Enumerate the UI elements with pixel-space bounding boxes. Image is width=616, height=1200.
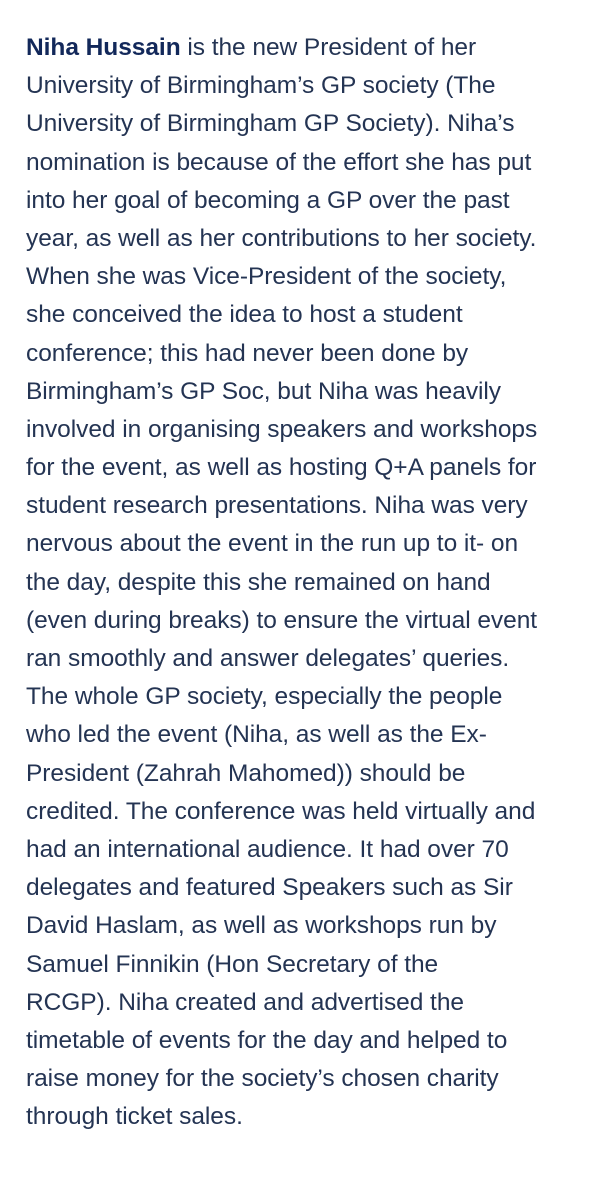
- article-line: When she was Vice-President of the society,: [26, 263, 507, 291]
- article-line: had an international audience. It had over 70: [26, 835, 509, 863]
- article-line: year, as well as her contributions to her society.: [26, 224, 537, 252]
- article-line: President (Zahrah Mahomed)) should be: [26, 759, 466, 787]
- article-line: conference; this had never been done by: [26, 339, 469, 367]
- article-line: (even during breaks) to ensure the virtual event: [26, 606, 538, 634]
- article-line: involved in organising speakers and workshops: [26, 415, 538, 443]
- article-line: University of Birmingham GP Society). Niha’s: [26, 110, 515, 138]
- article-line: through ticket sales.: [26, 1103, 243, 1131]
- article-line: into her goal of becoming a GP over the past: [26, 186, 510, 214]
- article-line: timetable of events for the day and helped to: [26, 1026, 508, 1054]
- article-line: nomination is because of the effort she has put: [26, 148, 532, 176]
- article-line: [0, 29, 616, 67]
- article-line: who led the event (Niha, as well as the Ex-: [26, 721, 487, 749]
- article-body: [0, 29, 616, 1136]
- article-line: raise money for the society’s chosen charity: [26, 1065, 499, 1093]
- nominee-name: Niha Hussain: [26, 34, 181, 61]
- article-line: David Haslam, as well as workshops run by: [26, 912, 497, 940]
- article-line: University of Birmingham’s GP society (The: [26, 72, 496, 100]
- article-line: delegates and featured Speakers such as Sir: [26, 874, 513, 902]
- article-line: student research presentations. Niha was very: [26, 492, 528, 520]
- article-line-text: is the new President of her: [180, 34, 477, 61]
- article-line: for the event, as well as hosting Q+A panels for: [26, 454, 537, 482]
- article-line: ran smoothly and answer delegates’ queries.: [26, 645, 510, 672]
- article-line: Samuel Finnikin (Hon Secretary of the: [26, 950, 439, 978]
- article-line: nervous about the event in the run up to it- on: [26, 530, 519, 558]
- article-line: credited. The conference was held virtually and: [26, 797, 536, 825]
- article-line: the day, despite this she remained on hand: [26, 568, 491, 596]
- article-line: RCGP). Niha created and advertised the: [26, 988, 464, 1016]
- article-line: she conceived the idea to host a student: [26, 301, 463, 329]
- article-line: The whole GP society, especially the people: [26, 683, 503, 711]
- article-line: Birmingham’s GP Soc, but Niha was heavily: [26, 377, 502, 405]
